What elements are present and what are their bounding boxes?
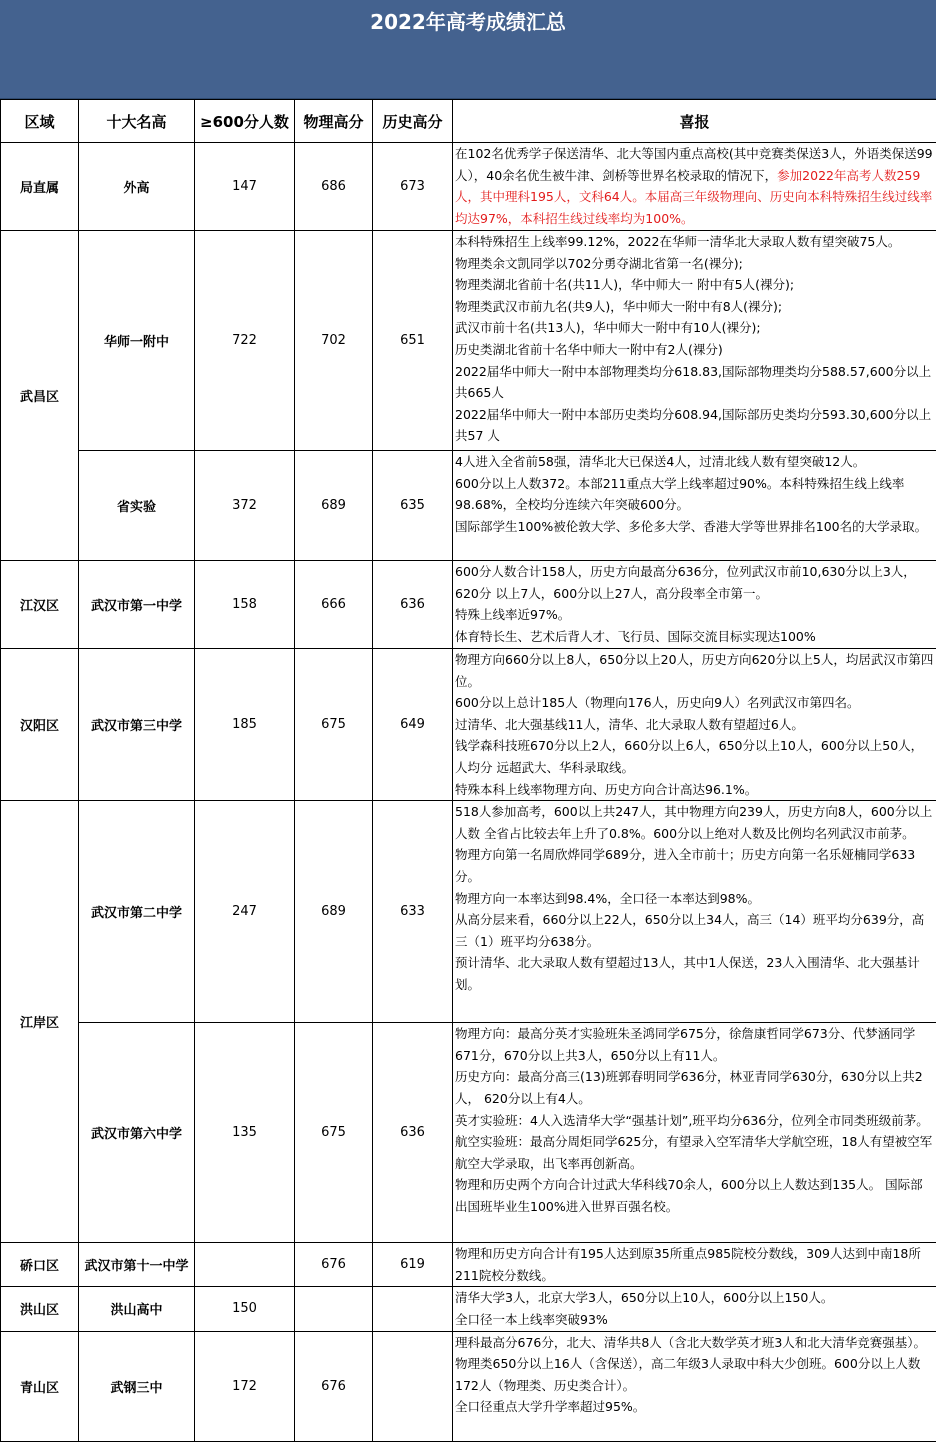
- physics-cell: 675: [295, 1023, 373, 1243]
- district-cell: 江汉区: [1, 561, 79, 649]
- school-cell: 武汉市第六中学: [79, 1023, 195, 1243]
- news-line: 预计清华、北大录取人数有望超过13人，其中1人保送，23人入围清华、北大强基计划。: [455, 955, 920, 992]
- news-line: 钱学森科技班670分以上2人，660分以上6人，650分以上10人，600分以上50人，人均分 远超武大、华科录取线。: [455, 738, 924, 775]
- news-line: 物理类650分以上16人（含保送），高二年级3人录取中科大少创班。600分以上人数172人（物理类、历史类合计）。: [455, 1356, 921, 1393]
- count600-cell: 185: [195, 649, 295, 801]
- news-line: 航空实验班：最高分周炬同学625分，有望录入空军清华大学航空班，18人有望被空军航空大学录取，出飞率再创新高。: [455, 1134, 933, 1171]
- count600-cell: 372: [195, 451, 295, 561]
- physics-cell: 666: [295, 561, 373, 649]
- news-line: 全口径一本上线率突破93%: [455, 1311, 608, 1327]
- news-cell: [453, 1243, 936, 1287]
- table-row: [1, 801, 936, 1023]
- news-cell: [453, 801, 936, 1023]
- table-row: [1, 561, 936, 649]
- physics-cell: 676: [295, 1331, 373, 1441]
- table-row: [1, 1023, 936, 1243]
- news-line: 2022届华中师大一附中本部物理类均分618.83,国际部物理类均分588.57,600分以上共665人: [455, 363, 932, 401]
- header-physics: 物理高分: [295, 100, 373, 143]
- school-cell: 华师一附中: [79, 231, 195, 451]
- district-cell: 洪山区: [1, 1287, 79, 1331]
- count600-cell: 135: [195, 1023, 295, 1243]
- district-cell: 局直属: [1, 143, 79, 231]
- page-title: 2022年高考成绩汇总: [370, 9, 566, 34]
- header-district: 区域: [1, 100, 79, 143]
- news-cell: [453, 561, 936, 649]
- news-line: 理科最高分676分，北大、清华共8人（含北大数学英才班3人和北大清华竞赛强基）。: [455, 1334, 927, 1350]
- news-line: 物理方向：最高分英才实验班朱圣鸿同学675分，徐詹康哲同学673分、代梦涵同学 671分，670分以上共3人，650分以上有11人。: [455, 1026, 916, 1063]
- school-cell: 武钢三中: [79, 1331, 195, 1441]
- physics-cell: 689: [295, 451, 373, 561]
- results-table: [0, 99, 936, 1442]
- table-row: [1, 143, 936, 231]
- count600-cell: 158: [195, 561, 295, 649]
- count600-cell: [195, 1243, 295, 1287]
- history-cell: 619: [373, 1243, 453, 1287]
- news-line: 物理方向第一名周欣烨同学689分，进入全市前十；历史方向第一名乐娅楠同学633分。: [455, 847, 916, 884]
- news-line: 2022届华中师大一附中本部历史类均分608.94,国际部历史类均分593.30,600分以上共57 人: [455, 406, 932, 444]
- news-line: 600分人数合计158人，历史方向最高分636分，位列武汉市前10,630分以上3人，620分 以上7人，600分以上27人，高分段率全市第一。: [455, 564, 916, 601]
- count600-cell: 172: [195, 1331, 295, 1441]
- school-cell: 武汉市第一中学: [79, 561, 195, 649]
- physics-cell: 702: [295, 231, 373, 451]
- district-cell: 江岸区: [1, 801, 79, 1243]
- table-row: [1, 451, 936, 561]
- school-cell: 洪山高中: [79, 1287, 195, 1331]
- news-cell: [453, 649, 936, 801]
- district-cell: 汉阳区: [1, 649, 79, 801]
- history-cell: 636: [373, 1023, 453, 1243]
- news-line: 物理类湖北省前十名(共11人)，华中师大一 附中有5人(裸分);: [455, 277, 795, 293]
- count600-cell: 150: [195, 1287, 295, 1331]
- history-cell: [373, 1287, 453, 1331]
- header-count600: ≥600分人数: [195, 100, 295, 143]
- news-line: 特殊本科上线率物理方向、历史方向合计高达96.1%。: [455, 781, 758, 797]
- news-line: 特殊上线率近97%。: [455, 607, 571, 623]
- school-cell: 武汉市第三中学: [79, 649, 195, 801]
- school-cell: 武汉市第十一中学: [79, 1243, 195, 1287]
- table-row: [1, 1243, 936, 1287]
- news-line: 体育特长生、艺术后背人才、飞行员、国际交流目标实现达100%: [455, 628, 816, 644]
- news-line: 600分以上人数372。本部211重点大学上线率超过90%。本科特殊招生线上线率98.68%，全校均分连续六年突破600分。: [455, 475, 905, 513]
- news-line: 历史方向：最高分高三(13)班郭春明同学636分，林亚青同学630分，630分以上共2人， 620分以上有4人。: [455, 1069, 923, 1106]
- history-cell: 636: [373, 561, 453, 649]
- news-cell: [453, 231, 936, 451]
- history-cell: 651: [373, 231, 453, 451]
- news-line: 物理类武汉市前九名(共9人)，华中师大一附中有8人(裸分);: [455, 298, 783, 314]
- title-banner: [0, 0, 936, 99]
- count600-cell: 722: [195, 231, 295, 451]
- count600-cell: 247: [195, 801, 295, 1023]
- district-cell: 青山区: [1, 1331, 79, 1441]
- news-line: 物理方向一本率达到98.4%，全口径一本率达到98%。: [455, 890, 760, 906]
- history-cell: 649: [373, 649, 453, 801]
- news-cell: [453, 451, 936, 561]
- news-line: 从高分层来看，660分以上22人，650分以上34人，高三（14）班平均分639分，高三（1）班平均分638分。: [455, 912, 925, 949]
- physics-cell: 689: [295, 801, 373, 1023]
- news-line: 本科特殊招生上线率99.12%，2022在华师一清华北大录取人数有望突破75人。: [455, 234, 901, 249]
- table-row: [1, 1331, 936, 1441]
- physics-cell: 675: [295, 649, 373, 801]
- header-news: 喜报: [453, 100, 936, 143]
- school-cell: 外高: [79, 143, 195, 231]
- header-school: 十大名高: [79, 100, 195, 143]
- header-history: 历史高分: [373, 100, 453, 143]
- physics-cell: 676: [295, 1243, 373, 1287]
- school-cell: 武汉市第二中学: [79, 801, 195, 1023]
- table-row: [1, 1287, 936, 1331]
- table-row: [1, 231, 936, 451]
- table-row: [1, 649, 936, 801]
- news-line: 全口径重点大学升学率超过95%。: [455, 1399, 646, 1415]
- news-line: 物理和历史方向合计有195人达到原35所重点985院校分数线，309人达到中南18所211院校分数线。: [455, 1246, 921, 1283]
- history-cell: 673: [373, 143, 453, 231]
- news-cell: [453, 143, 936, 231]
- news-text: 在102名优秀学子保送清华、北大等国内重点高校(其中竞赛类保送3人，外语类保送99人），40余名优生被牛津、剑桥等世界名校录取的情况下，: [455, 146, 933, 183]
- physics-cell: [295, 1287, 373, 1331]
- count600-cell: 147: [195, 143, 295, 231]
- history-cell: [373, 1331, 453, 1441]
- news-line: 物理类余文凯同学以702分勇夺湖北省第一名(裸分);: [455, 255, 743, 271]
- news-highlight-text: 参加2022年高考人数259人，其中理科195人，文科64人。本届高三年级物理向、历史向本科特殊招生线过线率均达97%，本科招生线过线率均为100%。: [455, 167, 933, 226]
- header-row: [1, 100, 936, 143]
- news-line: 物理方向660分以上8人，650分以上20人，历史方向620分以上5人，均居武汉市第四位。: [455, 652, 934, 689]
- news-cell: [453, 1023, 936, 1243]
- news-cell: [453, 1331, 936, 1441]
- news-line: 600分以上总计185人（物理向176人，历史向9人）名列武汉市第四名。: [455, 695, 860, 711]
- news-line: 过清华、北大强基线11人，清华、北大录取人数有望超过6人。: [455, 716, 804, 732]
- news-cell: [453, 1287, 936, 1331]
- news-line: 4人进入全省前58强，清华北大已保送4人，过清北线人数有望突破12人。: [455, 454, 866, 469]
- news-line: 清华大学3人，北京大学3人，650分以上10人，600分以上150人。: [455, 1290, 834, 1306]
- news-line: 历史类湖北省前十名华中师大一附中有2人(裸分): [455, 341, 723, 357]
- district-cell: 武昌区: [1, 231, 79, 561]
- history-cell: 635: [373, 451, 453, 561]
- news-line: 518人参加高考，600以上共247人，其中物理方向239人，历史方向8人，600分以上人数 全省占比较去年上升了0.8%。600分以上绝对人数及比例均名列武汉市前茅。: [455, 804, 933, 841]
- history-cell: 633: [373, 801, 453, 1023]
- district-cell: 硚口区: [1, 1243, 79, 1287]
- physics-cell: 686: [295, 143, 373, 231]
- news-line: 武汉市前十名(共13人)，华中师大一附中有10人(裸分);: [455, 320, 761, 336]
- school-cell: 省实验: [79, 451, 195, 561]
- news-line: 物理和历史两个方向合计过武大华科线70余人，600分以上人数达到135人。 国际部出国班毕业生100%进入世界百强名校。: [455, 1177, 923, 1214]
- news-line: 英才实验班：4人入选清华大学“强基计划”,班平均分636分，位列全市同类班级前茅。: [455, 1112, 929, 1128]
- news-line: 国际部学生100%被伦敦大学、多伦多大学、香港大学等世界排名100名的大学录取。: [455, 518, 928, 534]
